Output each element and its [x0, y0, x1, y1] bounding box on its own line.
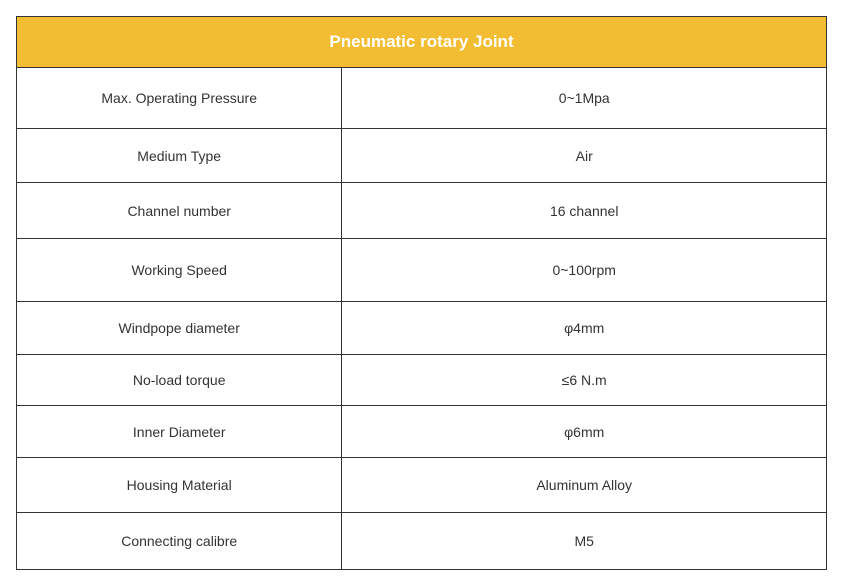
- table-row: [17, 239, 827, 302]
- param-cell: Channel number: [17, 183, 342, 239]
- table-row: [17, 355, 827, 406]
- table-row: [17, 458, 827, 513]
- value-cell: M5: [342, 513, 827, 570]
- value-cell: Air: [342, 129, 827, 183]
- spec-table: [16, 16, 827, 570]
- table-title: Pneumatic rotary Joint: [17, 17, 827, 68]
- value-cell: φ4mm: [342, 302, 827, 355]
- param-cell: Housing Material: [17, 458, 342, 513]
- table-row: [17, 513, 827, 570]
- param-cell: Max. Operating Pressure: [17, 68, 342, 129]
- value-cell: 0~100rpm: [342, 239, 827, 302]
- value-cell: φ6mm: [342, 406, 827, 458]
- value-cell: Aluminum Alloy: [342, 458, 827, 513]
- table-row: [17, 302, 827, 355]
- table-row: [17, 68, 827, 129]
- table-header-row: [17, 17, 827, 68]
- param-cell: Connecting calibre: [17, 513, 342, 570]
- value-cell: 0~1Mpa: [342, 68, 827, 129]
- table-row: [17, 129, 827, 183]
- param-cell: No-load torque: [17, 355, 342, 406]
- value-cell: 16 channel: [342, 183, 827, 239]
- param-cell: Working Speed: [17, 239, 342, 302]
- param-cell: Medium Type: [17, 129, 342, 183]
- table-row: [17, 183, 827, 239]
- value-cell: ≤6 N.m: [342, 355, 827, 406]
- param-cell: Windpope diameter: [17, 302, 342, 355]
- table-row: [17, 406, 827, 458]
- param-cell: Inner Diameter: [17, 406, 342, 458]
